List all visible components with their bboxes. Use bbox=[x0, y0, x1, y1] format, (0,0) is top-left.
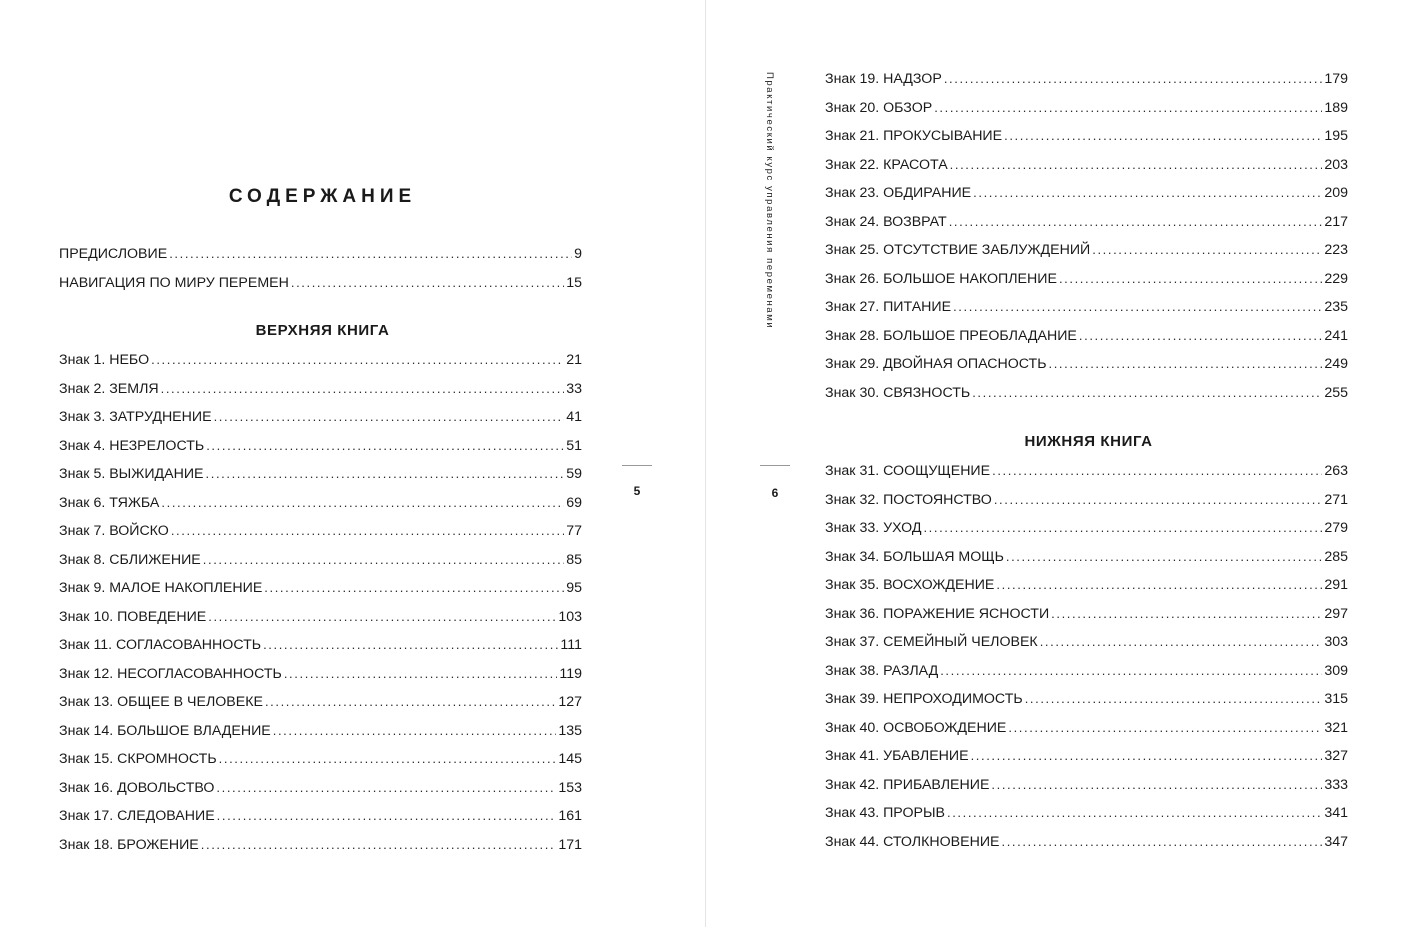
entry-title: Знак 3. ЗАТРУДНЕНИЕ bbox=[59, 409, 212, 425]
entry-page-number: 111 bbox=[560, 637, 582, 653]
entry-title: НАВИГАЦИЯ ПО МИРУ ПЕРЕМЕН bbox=[59, 274, 289, 291]
dot-leader bbox=[1051, 600, 1322, 629]
dot-leader bbox=[1004, 122, 1322, 151]
entry-title: Знак 14. БОЛЬШОЕ ВЛАДЕНИЕ bbox=[59, 722, 271, 739]
entry-page-number: 103 bbox=[558, 608, 582, 625]
entry-page-number: 135 bbox=[558, 722, 582, 739]
entry-page-number: 15 bbox=[566, 274, 582, 291]
entry-title: Знак 41. УБАВЛЕНИЕ bbox=[825, 748, 969, 764]
entry-title: Знак 40. ОСВОБОЖДЕНИЕ bbox=[825, 719, 1007, 736]
entry-page-number: 195 bbox=[1324, 128, 1348, 144]
dot-leader bbox=[273, 717, 557, 746]
entry-page-number: 271 bbox=[1324, 491, 1348, 508]
dot-leader bbox=[1049, 350, 1323, 379]
entry-title: Знак 12. НЕСОГЛАСОВАННОСТЬ bbox=[59, 665, 282, 682]
dot-leader bbox=[171, 517, 564, 546]
entry-page-number: 127 bbox=[558, 694, 582, 710]
toc-entry[interactable] bbox=[825, 628, 1348, 657]
toc-entry[interactable] bbox=[825, 379, 1348, 408]
entry-title: Знак 15. СКРОМНОСТЬ bbox=[59, 751, 217, 767]
dot-leader bbox=[944, 65, 1323, 94]
entry-page-number: 59 bbox=[566, 466, 582, 482]
dot-leader bbox=[991, 771, 1322, 800]
toc-entry[interactable] bbox=[59, 603, 582, 632]
entry-title: Знак 28. БОЛЬШОЕ ПРЕОБЛАДАНИЕ bbox=[825, 327, 1077, 344]
entry-page-number: 217 bbox=[1324, 213, 1348, 230]
toc-entry[interactable] bbox=[59, 375, 582, 404]
dot-leader bbox=[265, 688, 556, 717]
dot-leader bbox=[217, 802, 557, 831]
entry-title: Знак 36. ПОРАЖЕНИЕ ЯСНОСТИ bbox=[825, 605, 1050, 622]
entry-page-number: 263 bbox=[1324, 463, 1348, 479]
entry-page-number: 235 bbox=[1324, 299, 1348, 315]
dot-leader bbox=[201, 831, 557, 860]
entry-page-number: 51 bbox=[566, 437, 582, 454]
dot-leader bbox=[206, 460, 565, 489]
section-title-lower-book: НИЖНЯЯ КНИГА bbox=[1024, 433, 1153, 450]
entry-title: Знак 27. ПИТАНИЕ bbox=[825, 299, 952, 315]
toc-entry[interactable] bbox=[59, 403, 582, 432]
dot-leader bbox=[161, 489, 564, 518]
upper-book-list bbox=[59, 346, 582, 859]
dot-leader bbox=[973, 179, 1322, 208]
entry-title: Знак 31. СООЩУЩЕНИЕ bbox=[825, 463, 991, 479]
entry-title: Знак 9. МАЛОЕ НАКОПЛЕНИЕ bbox=[59, 580, 263, 596]
entry-title: Знак 6. ТЯЖБА bbox=[59, 494, 160, 511]
entry-title: Знак 5. ВЫЖИДАНИЕ bbox=[59, 466, 204, 482]
entry-page-number: 33 bbox=[566, 380, 582, 397]
entry-title: Знак 44. СТОЛКНОВЕНИЕ bbox=[825, 833, 1000, 850]
toc-entry[interactable] bbox=[825, 799, 1348, 828]
entry-page-number: 229 bbox=[1324, 270, 1348, 287]
left-page bbox=[0, 0, 705, 927]
entry-title: Знак 22. КРАСОТА bbox=[825, 156, 948, 173]
toc-entry[interactable] bbox=[59, 745, 582, 774]
toc-entry[interactable] bbox=[825, 322, 1348, 351]
entry-page-number: 153 bbox=[558, 779, 582, 796]
entry-page-number: 41 bbox=[566, 409, 582, 425]
toc-entry[interactable] bbox=[59, 240, 582, 269]
toc-entry[interactable] bbox=[825, 514, 1348, 543]
toc-entry[interactable] bbox=[825, 771, 1348, 800]
entry-page-number: 347 bbox=[1324, 833, 1348, 850]
entry-title: Знак 25. ОТСУТСТВИЕ ЗАБЛУЖДЕНИЙ bbox=[825, 242, 1091, 258]
toc-entry[interactable] bbox=[59, 574, 582, 603]
dot-leader bbox=[169, 240, 572, 269]
folio-rule bbox=[760, 465, 790, 466]
entry-title: Знак 26. БОЛЬШОЕ НАКОПЛЕНИЕ bbox=[825, 270, 1057, 287]
toc-entry[interactable] bbox=[825, 236, 1348, 265]
section-title-upper-book: ВЕРХНЯЯ КНИГА bbox=[255, 322, 390, 339]
entry-page-number: 77 bbox=[566, 523, 582, 539]
entry-title: Знак 1. НЕБО bbox=[59, 352, 150, 368]
entry-page-number: 145 bbox=[558, 751, 582, 767]
entry-page-number: 309 bbox=[1324, 662, 1348, 679]
entry-page-number: 303 bbox=[1324, 634, 1348, 650]
toc-entry[interactable] bbox=[59, 660, 582, 689]
entry-title: Знак 11. СОГЛАСОВАННОСТЬ bbox=[59, 637, 262, 653]
entry-title: Знак 18. БРОЖЕНИЕ bbox=[59, 836, 199, 853]
entry-title: Знак 7. ВОЙСКО bbox=[59, 523, 169, 539]
toc-entry[interactable] bbox=[825, 122, 1348, 151]
dot-leader bbox=[994, 486, 1323, 515]
entry-page-number: 327 bbox=[1324, 748, 1348, 764]
toc-entry[interactable] bbox=[825, 179, 1348, 208]
entry-title: Знак 4. НЕЗРЕЛОСТЬ bbox=[59, 437, 205, 454]
dot-leader bbox=[1025, 685, 1323, 714]
entry-title: Знак 16. ДОВОЛЬСТВО bbox=[59, 779, 215, 796]
toc-entry[interactable] bbox=[825, 350, 1348, 379]
dot-leader bbox=[214, 403, 565, 432]
dot-leader bbox=[940, 657, 1322, 686]
entry-title: Знак 23. ОБДИРАНИЕ bbox=[825, 185, 972, 201]
toc-entry[interactable] bbox=[59, 774, 582, 803]
entry-page-number: 333 bbox=[1324, 776, 1348, 793]
dot-leader bbox=[953, 293, 1322, 322]
dot-leader bbox=[216, 774, 556, 803]
dot-leader bbox=[206, 432, 564, 461]
toc-entry[interactable] bbox=[59, 489, 582, 518]
dot-leader bbox=[161, 375, 565, 404]
entry-title: Знак 35. ВОСХОЖДЕНИЕ bbox=[825, 577, 995, 593]
entry-title: Знак 24. ВОЗВРАТ bbox=[825, 213, 947, 230]
lower-book-list bbox=[825, 457, 1348, 856]
entry-title: Знак 20. ОБЗОР bbox=[825, 99, 933, 116]
entry-page-number: 9 bbox=[574, 246, 582, 262]
toc-entry[interactable] bbox=[59, 269, 582, 298]
toc-entry[interactable] bbox=[825, 208, 1348, 237]
toc-entry[interactable] bbox=[59, 717, 582, 746]
dot-leader bbox=[291, 269, 564, 298]
toc-entry[interactable] bbox=[825, 543, 1348, 572]
entry-page-number: 203 bbox=[1324, 156, 1348, 173]
entry-page-number: 95 bbox=[566, 580, 582, 596]
toc-entry[interactable] bbox=[825, 65, 1348, 94]
entry-page-number: 255 bbox=[1324, 384, 1348, 401]
dot-leader bbox=[219, 745, 557, 774]
entry-page-number: 209 bbox=[1324, 185, 1348, 201]
entry-page-number: 223 bbox=[1324, 242, 1348, 258]
entry-title: Знак 30. СВЯЗНОСТЬ bbox=[825, 384, 971, 401]
dot-leader bbox=[1059, 265, 1322, 294]
entry-page-number: 341 bbox=[1324, 805, 1348, 821]
toc-entry[interactable] bbox=[825, 94, 1348, 123]
dot-leader bbox=[949, 208, 1323, 237]
dot-leader bbox=[972, 379, 1322, 408]
page-number-left: 5 bbox=[633, 484, 641, 498]
entry-page-number: 85 bbox=[566, 551, 582, 568]
dot-leader bbox=[1040, 628, 1323, 657]
toc-entry[interactable] bbox=[825, 600, 1348, 629]
toc-entry[interactable] bbox=[59, 802, 582, 831]
dot-leader bbox=[1079, 322, 1322, 351]
entry-page-number: 297 bbox=[1324, 605, 1348, 622]
toc-entry[interactable] bbox=[59, 546, 582, 575]
dot-leader bbox=[208, 603, 556, 632]
entry-page-number: 241 bbox=[1324, 327, 1348, 344]
dot-leader bbox=[923, 514, 1322, 543]
entry-title: Знак 10. ПОВЕДЕНИЕ bbox=[59, 608, 207, 625]
entry-title: Знак 17. СЛЕДОВАНИЕ bbox=[59, 808, 215, 824]
entry-page-number: 315 bbox=[1324, 691, 1348, 707]
entry-page-number: 179 bbox=[1324, 71, 1348, 87]
toc-entry[interactable] bbox=[825, 657, 1348, 686]
entry-title: Знак 37. СЕМЕЙНЫЙ ЧЕЛОВЕК bbox=[825, 634, 1038, 650]
entry-title: Знак 38. РАЗЛАД bbox=[825, 662, 939, 679]
folio-rule bbox=[622, 465, 652, 466]
page-number-right: 6 bbox=[771, 486, 779, 500]
toc-entry[interactable] bbox=[825, 457, 1348, 486]
entry-title: Знак 43. ПРОРЫВ bbox=[825, 805, 945, 821]
entry-title: Знак 33. УХОД bbox=[825, 520, 922, 536]
entry-title: ПРЕДИСЛОВИЕ bbox=[59, 246, 168, 262]
dot-leader bbox=[151, 346, 564, 375]
toc-entry[interactable] bbox=[59, 517, 582, 546]
entry-title: Знак 19. НАДЗОР bbox=[825, 71, 942, 87]
entry-page-number: 21 bbox=[566, 352, 582, 368]
entry-page-number: 249 bbox=[1324, 356, 1348, 372]
toc-entry[interactable] bbox=[825, 265, 1348, 294]
entry-title: Знак 2. ЗЕМЛЯ bbox=[59, 380, 159, 397]
dot-leader bbox=[1008, 714, 1322, 743]
toc-entry[interactable] bbox=[59, 631, 582, 660]
entry-title: Знак 42. ПРИБАВЛЕНИЕ bbox=[825, 776, 990, 793]
dot-leader bbox=[950, 151, 1323, 180]
entry-title: Знак 13. ОБЩЕЕ В ЧЕЛОВЕКЕ bbox=[59, 694, 263, 710]
toc-entry[interactable] bbox=[825, 486, 1348, 515]
entry-page-number: 291 bbox=[1324, 577, 1348, 593]
entry-title: Знак 32. ПОСТОЯНСТВО bbox=[825, 491, 992, 508]
toc-entry[interactable] bbox=[825, 714, 1348, 743]
toc-entry[interactable] bbox=[825, 828, 1348, 857]
entry-title: Знак 21. ПРОКУСЫВАНИЕ bbox=[825, 128, 1003, 144]
dot-leader bbox=[263, 631, 558, 660]
entry-title: Знак 8. СБЛИЖЕНИЕ bbox=[59, 551, 201, 568]
toc-entry[interactable] bbox=[59, 831, 582, 860]
entry-page-number: 189 bbox=[1324, 99, 1348, 116]
dot-leader bbox=[996, 571, 1322, 600]
dot-leader bbox=[947, 799, 1322, 828]
toc-entry[interactable] bbox=[59, 346, 582, 375]
toc-entry[interactable] bbox=[825, 293, 1348, 322]
entry-page-number: 171 bbox=[558, 836, 582, 853]
entry-title: Знак 29. ДВОЙНАЯ ОПАСНОСТЬ bbox=[825, 356, 1047, 372]
toc-entry[interactable] bbox=[59, 688, 582, 717]
entry-title: Знак 39. НЕПРОХОДИМОСТЬ bbox=[825, 691, 1023, 707]
front-matter-list bbox=[59, 240, 582, 297]
toc-entry[interactable] bbox=[59, 460, 582, 489]
entry-page-number: 69 bbox=[566, 494, 582, 511]
entry-page-number: 321 bbox=[1324, 719, 1348, 736]
entry-title: Знак 34. БОЛЬШАЯ МОЩЬ bbox=[825, 548, 1004, 565]
toc-entry[interactable] bbox=[825, 571, 1348, 600]
entry-page-number: 285 bbox=[1324, 548, 1348, 565]
dot-leader bbox=[971, 742, 1323, 771]
dot-leader bbox=[992, 457, 1322, 486]
dot-leader bbox=[1092, 236, 1322, 265]
page-title: СОДЕРЖАНИЕ bbox=[228, 186, 417, 207]
toc-entry[interactable] bbox=[825, 151, 1348, 180]
running-head: Практический курс управления переменами bbox=[764, 72, 775, 330]
entry-page-number: 279 bbox=[1324, 520, 1348, 536]
dot-leader bbox=[203, 546, 564, 575]
dot-leader bbox=[284, 660, 558, 689]
entry-page-number: 161 bbox=[558, 808, 582, 824]
dot-leader bbox=[1006, 543, 1322, 572]
dot-leader bbox=[264, 574, 564, 603]
right-page bbox=[706, 0, 1411, 927]
toc-entry[interactable] bbox=[825, 685, 1348, 714]
dot-leader bbox=[934, 94, 1322, 123]
toc-entry[interactable] bbox=[825, 742, 1348, 771]
dot-leader bbox=[1001, 828, 1322, 857]
toc-entry[interactable] bbox=[59, 432, 582, 461]
upper-book-continued-list bbox=[825, 65, 1348, 407]
entry-page-number: 119 bbox=[559, 665, 582, 682]
